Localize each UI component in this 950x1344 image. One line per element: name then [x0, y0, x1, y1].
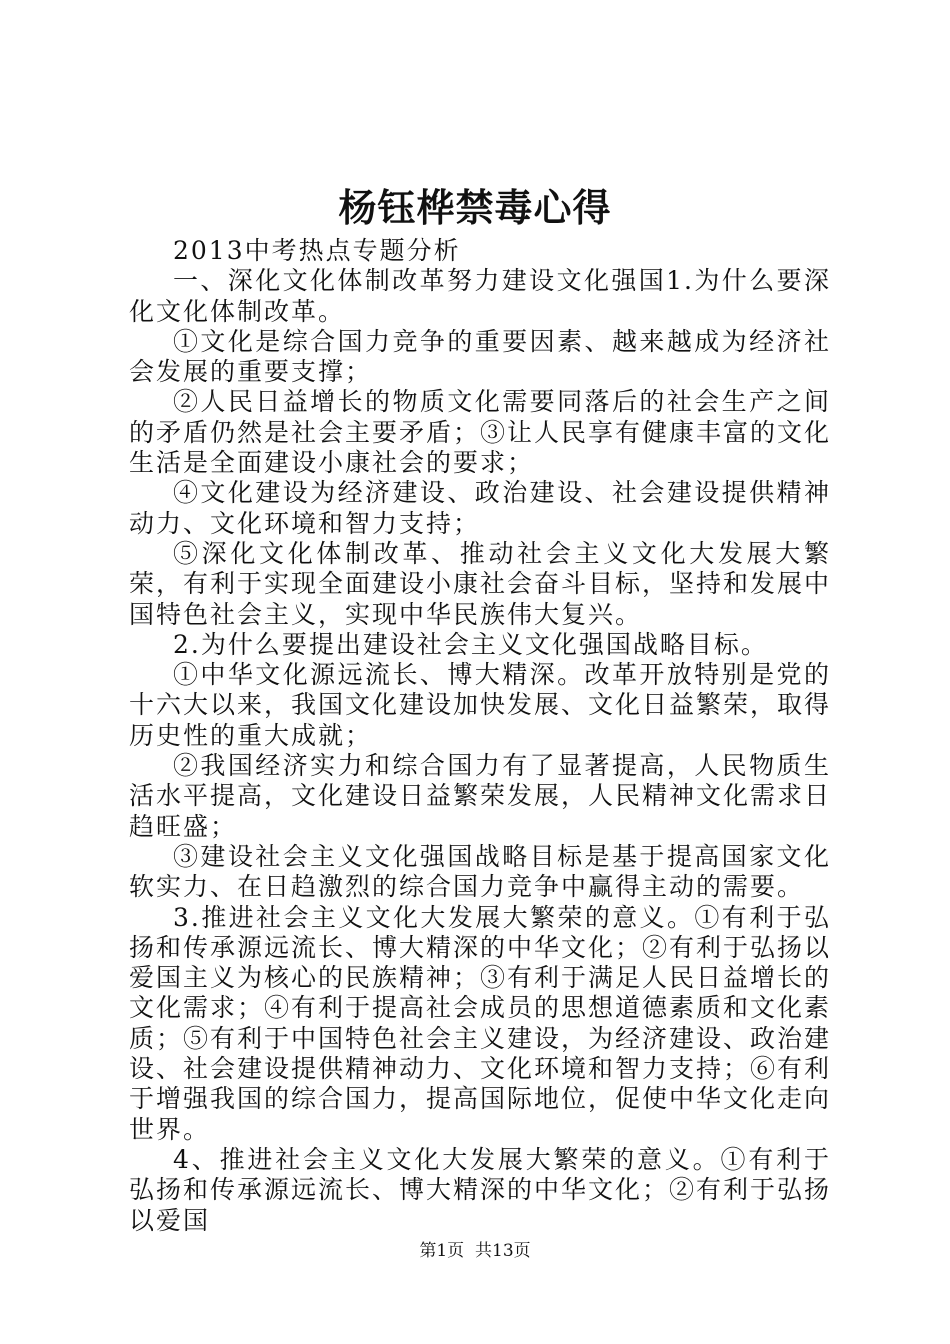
paragraph: 3.推进社会主义文化大发展大繁荣的意义。①有利于弘扬和传承源远流长、博大精深的中华文化；②有利于弘扬以爱国主义为核心的民族精神；③有利于满足人民日益增长的文化需求；④有利于提高社会成员的思想道德素质和文化素质；⑤有利于中国特色社会主义建设，为经济建设、政治建设、社会建设提供精神动力、文化环境和智力支持；⑥有利于增强我国的综合国力，提高国际地位，促使中华文化走向世界。	[129, 902, 832, 1144]
paragraph: ①中华文化源远流长、博大精深。改革开放特别是党的十六大以来，我国文化建设加快发展、文化日益繁荣，取得历史性的重大成就；	[129, 660, 832, 750]
paragraph: ③建设社会主义文化强国战略目标是基于提高国家文化软实力、在日趋激烈的综合国力竞争中赢得主动的需要。	[129, 841, 831, 902]
document-body	[129, 236, 831, 1236]
document-title: 杨钰桦禁毒心得	[338, 185, 612, 230]
paragraph-subtitle: 2013中考热点专题分析	[173, 236, 461, 265]
paragraph: ①文化是综合国力竞争的重要因素、越来越成为经济社会发展的重要支撑；	[129, 326, 831, 387]
paragraph: ⑤深化文化体制改革、推动社会主义文化大发展大繁荣，有利于实现全面建设小康社会奋斗目标，坚持和发展中国特色社会主义，实现中华民族伟大复兴。	[129, 538, 832, 629]
paragraph: 一、深化文化体制改革努力建设文化强国1.为什么要深化文化体制改革。	[129, 266, 831, 326]
page-total: 共13页	[475, 1241, 531, 1261]
paragraph: ②我国经济实力和综合国力有了显著提高，人民物质生活水平提高，文化建设日益繁荣发展，人民精神文化需求日趋旺盛；	[129, 751, 832, 841]
page-footer	[0, 1240, 950, 1262]
paragraph: 4、推进社会主义文化大发展大繁荣的意义。①有利于弘扬和传承源远流长、博大精深的中华文化；②有利于弘扬以爱国	[129, 1144, 832, 1235]
paragraph: ④文化建设为经济建设、政治建设、社会建设提供精神动力、文化环境和智力支持；	[129, 478, 831, 538]
page-number: 第1页	[419, 1241, 465, 1261]
paragraph: ②人民日益增长的物质文化需要同落后的社会生产之间的矛盾仍然是社会主要矛盾；③让人民享有健康丰富的文化生活是全面建设小康社会的要求；	[129, 387, 832, 478]
paragraph: 2.为什么要提出建设社会主义文化强国战略目标。	[173, 629, 768, 659]
